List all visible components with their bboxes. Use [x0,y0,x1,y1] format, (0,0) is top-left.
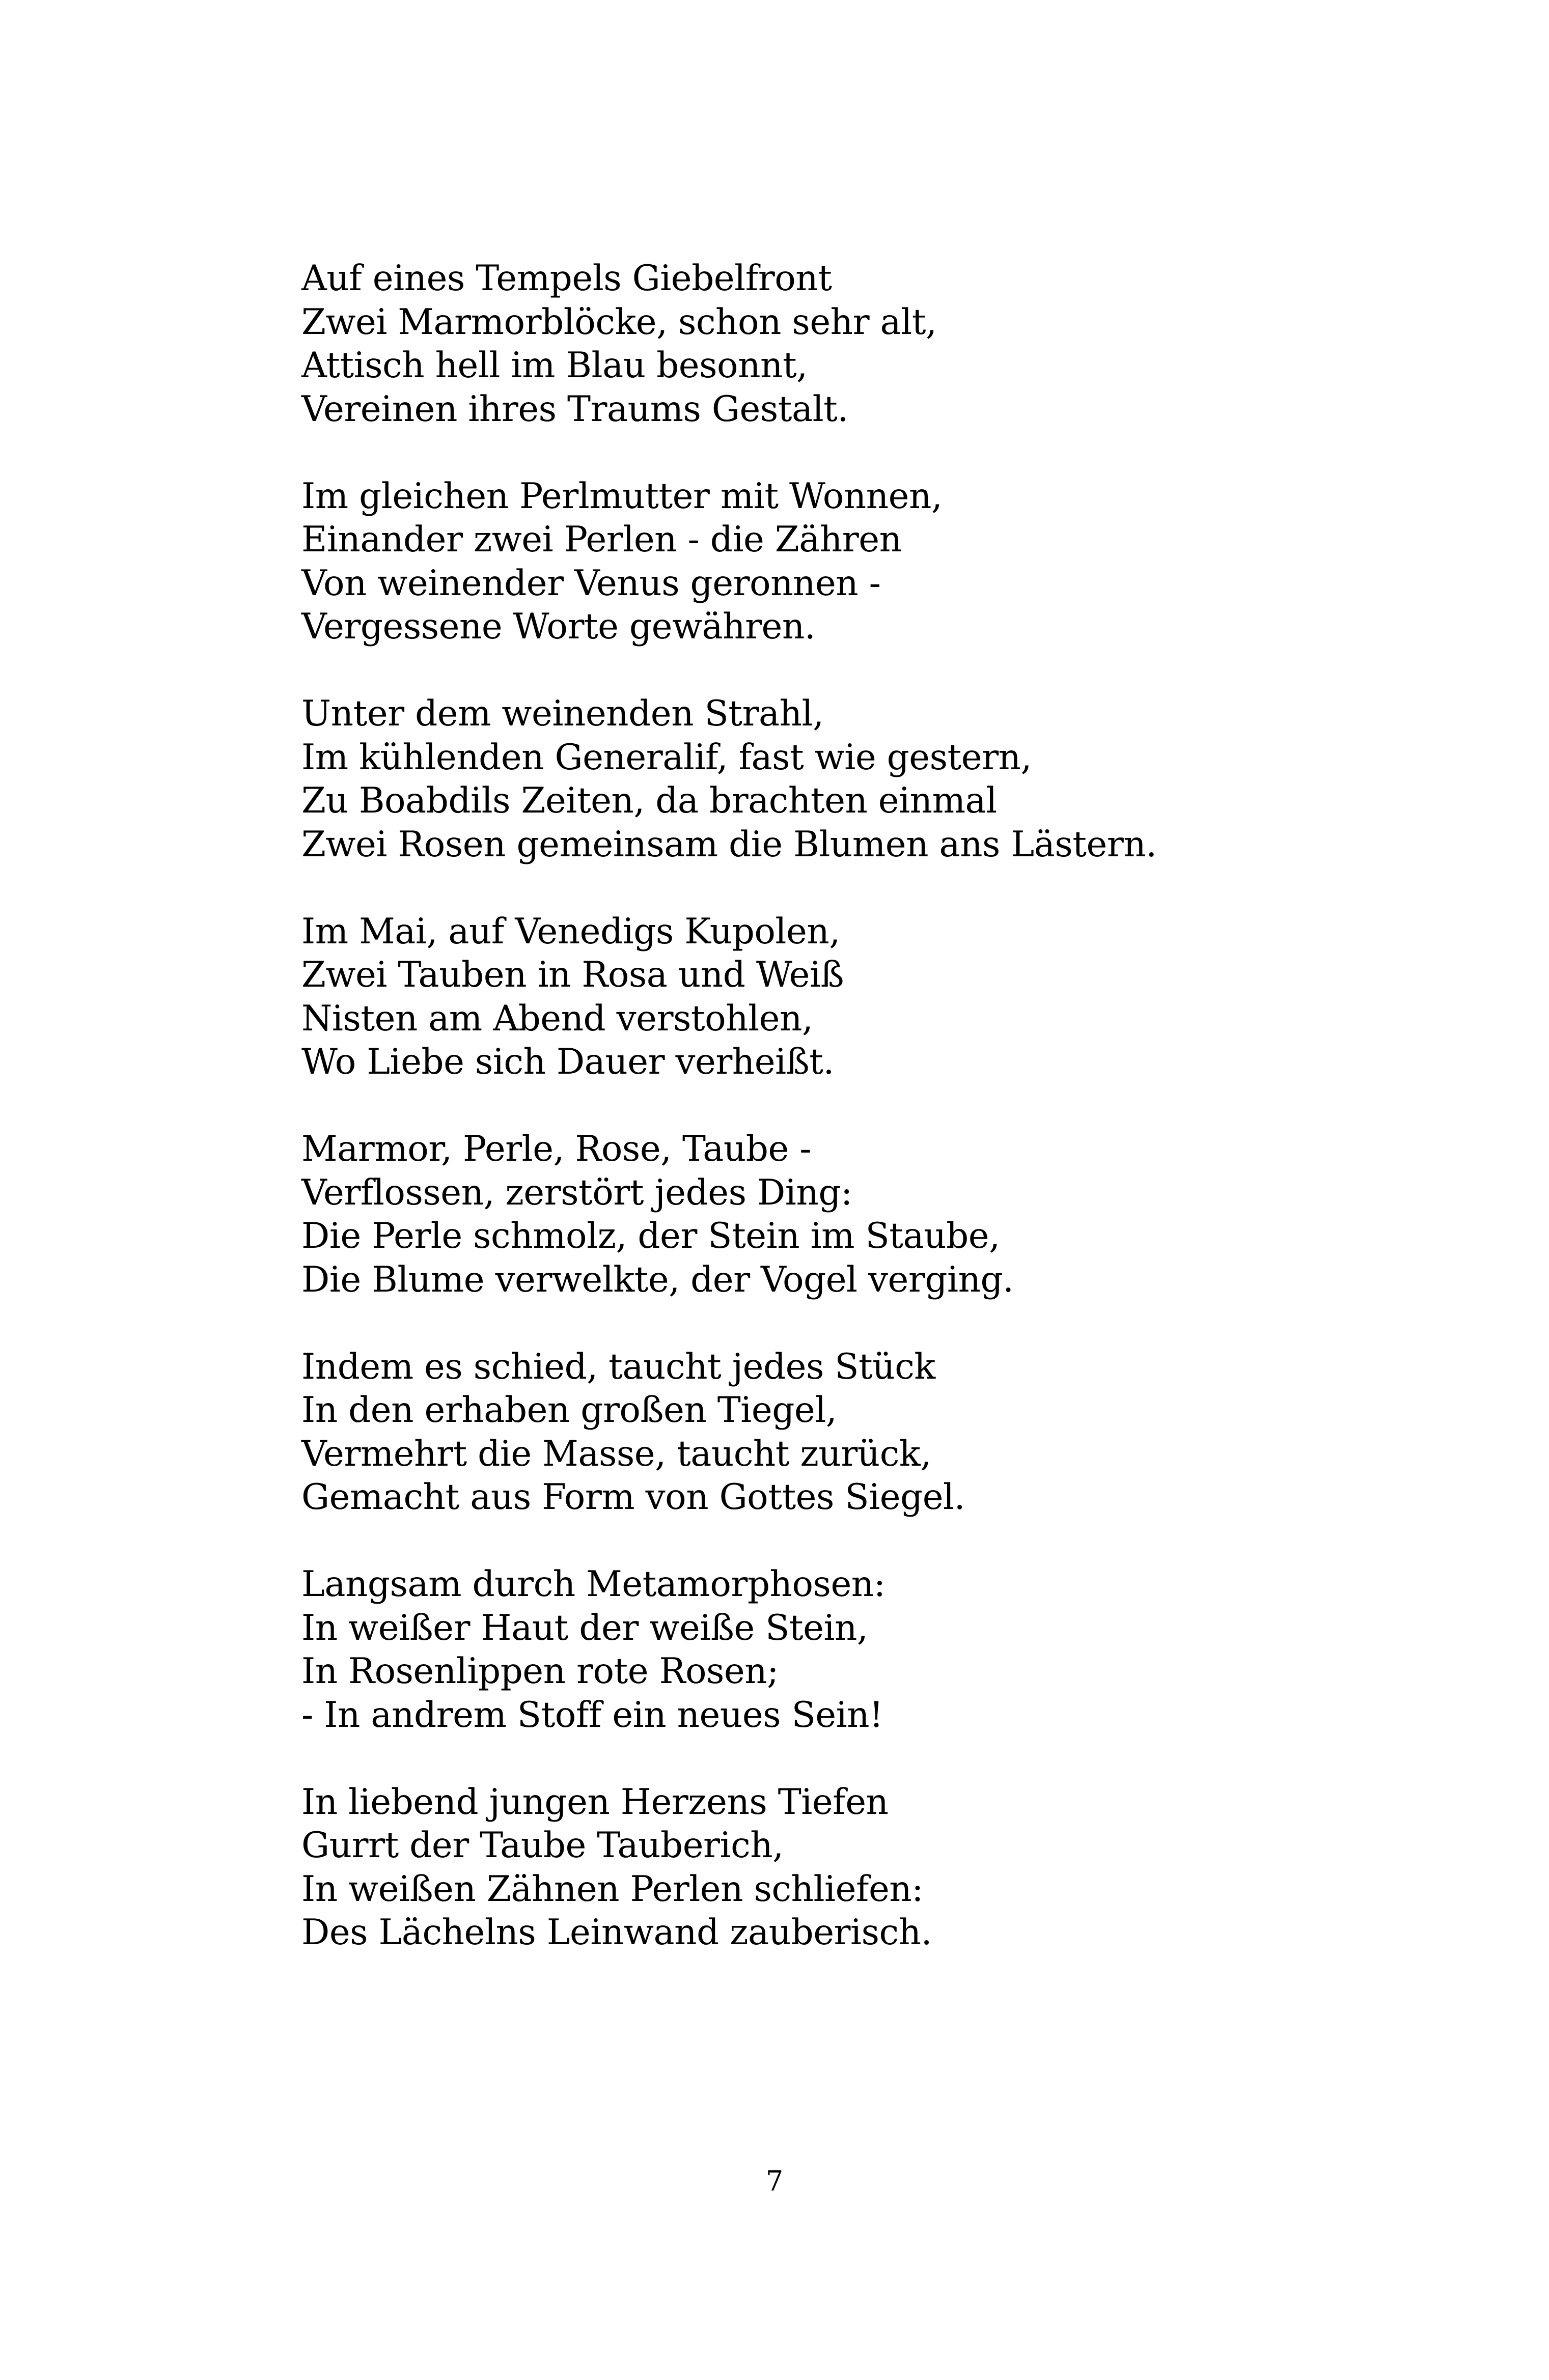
poem-line: Indem es schied, taucht jedes Stück [301,1346,935,1387]
poem-line: In den erhaben großen Tiegel, [301,1390,837,1431]
poem-line: Von weinender Venus geronnen - [301,563,881,604]
poem-line: Im Mai, auf Venedigs Kupolen, [301,911,840,952]
poem-line: Vereinen ihres Traums Gestalt. [301,388,848,430]
poem-line: Die Perle schmolz, der Stein im Staube, [301,1216,1000,1256]
poem-line: Des Lächelns Leinwand zauberisch. [301,1912,932,1953]
poem-line: Nisten am Abend verstohlen, [301,998,813,1039]
poem-line: Zwei Rosen gemeinsam die Blumen ans Lästern. [301,824,1157,865]
stanza-8 [301,1781,1422,1955]
poem-line: Vermehrt die Masse, taucht zurück, [301,1433,931,1474]
poem-line: In Rosenlippen rote Rosen; [301,1651,779,1692]
poem-line: - In andrem Stoff ein neues Sein! [301,1694,883,1735]
stanza-4 [301,910,1422,1084]
poem-line: Wo Liebe sich Dauer verheißt. [301,1042,834,1082]
stanza-7 [301,1563,1422,1737]
poem-line: Vergessene Worte gewähren. [301,606,816,647]
stanza-3 [301,692,1422,866]
stanza-6 [301,1346,1422,1520]
poem-line: Verflossen, zerstört jedes Ding: [301,1172,852,1213]
stanza-1 [301,257,1422,431]
poem-line: Zwei Marmorblöcke, schon sehr alt, [301,301,937,343]
poem-line: Langsam durch Metamorphosen: [301,1564,886,1605]
poem-line: Zwei Tauben in Rosa und Weiß [301,955,844,995]
poem-line: Gurrt der Taube Tauberich, [301,1825,784,1866]
poem-line: In liebend jungen Herzens Tiefen [301,1781,889,1823]
poem-line: Einander zwei Perlen - die Zähren [301,519,902,560]
stanza-2 [301,475,1422,649]
page-number: 7 [765,2165,784,2197]
poem-line: Die Blume verwelkte, der Vogel verging. [301,1259,1014,1300]
poem-body [301,257,1422,1998]
poem-line: Im kühlenden Generalif, fast wie gestern, [301,737,1032,778]
poem-line: Attisch hell im Blau besonnt, [301,345,808,386]
poem-line: Auf eines Tempels Giebelfront [301,258,832,299]
poem-line: Marmor, Perle, Rose, Taube - [301,1129,812,1169]
stanza-5 [301,1128,1422,1302]
poem-line: Unter dem weinenden Strahl, [301,693,824,734]
poem-line: Zu Boabdils Zeiten, da brachten einmal [301,780,997,821]
poem-line: In weißer Haut der weiße Stein, [301,1607,868,1648]
poem-line: Im gleichen Perlmutter mit Wonnen, [301,475,943,517]
poem-line: Gemacht aus Form von Gottes Siegel. [301,1477,965,1518]
poem-line: In weißen Zähnen Perlen schliefen: [301,1868,923,1910]
